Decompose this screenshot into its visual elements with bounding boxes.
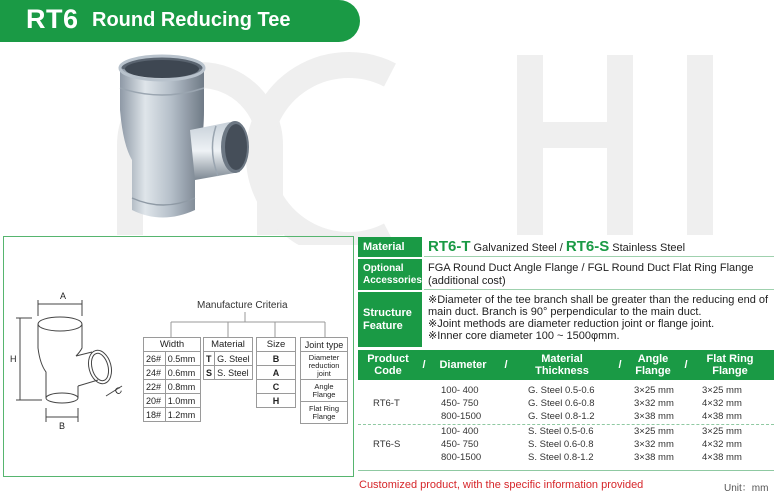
size-code: B	[257, 352, 296, 366]
optional-accessories-label: Optional Accessories	[358, 259, 422, 290]
material-code: T	[204, 352, 215, 366]
product-name-title: Round Reducing Tee	[92, 9, 291, 31]
thickness-cell: G. Steel 0.5-0.6	[528, 385, 595, 396]
angle-flange-cell: 3×25 mm	[634, 385, 674, 396]
width-value: 0.8mm	[165, 380, 200, 394]
joint-option: Angle Flange	[301, 380, 348, 402]
size-code: A	[257, 366, 296, 380]
material-value: S. Steel	[215, 366, 253, 380]
dim-h-label: H	[10, 354, 17, 364]
width-code: 22#	[144, 380, 166, 394]
table-bottom-line	[358, 470, 774, 471]
col-diameter: Diameter	[439, 359, 487, 371]
col-separator: /	[618, 359, 622, 371]
diameter-cell: 450- 750	[441, 439, 479, 450]
material-value: G. Steel	[215, 352, 253, 366]
product-code-cell: RT6-T	[373, 398, 400, 409]
size-code: C	[257, 380, 296, 394]
feature-item: ※Joint methods are diameter reduction joint or flange joint.	[428, 318, 715, 330]
width-code: 18#	[144, 408, 166, 422]
dim-c-label: C	[113, 384, 124, 397]
width-header: Width	[144, 338, 201, 352]
width-value: 0.5mm	[165, 352, 200, 366]
product-table-header	[358, 350, 774, 380]
optional-accessories-row	[358, 259, 774, 290]
size-header: Size	[257, 338, 296, 352]
width-value: 0.6mm	[165, 366, 200, 380]
material-header: Material	[204, 338, 253, 352]
thickness-cell: S. Steel 0.5-0.6	[528, 426, 594, 437]
criteria-width-table	[143, 337, 201, 422]
tee-3d-render	[100, 50, 275, 230]
group-divider	[358, 424, 774, 425]
diameter-cell: 800-1500	[441, 452, 482, 463]
flat-ring-cell: 4×32 mm	[702, 439, 742, 450]
rt6-t-code: RT6-T	[428, 238, 471, 255]
width-value: 1.0mm	[165, 394, 200, 408]
width-code: 20#	[144, 394, 166, 408]
thickness-cell: S. Steel 0.8-1.2	[528, 452, 594, 463]
diameter-cell: 100- 400	[441, 385, 479, 396]
feature-item: ※Diameter of the tee branch shall be greater than the reducing end of main duct. Branch is 90° perpendicular to the main duct.	[428, 294, 769, 318]
col-separator: /	[504, 359, 508, 371]
structure-feature-label: Structure Feature	[358, 292, 422, 347]
thickness-cell: S. Steel 0.6-0.8	[528, 439, 594, 450]
col-product-code: Product Code	[367, 353, 409, 377]
joint-option: Flat Ring Flange	[301, 402, 348, 424]
flat-ring-cell: 4×32 mm	[702, 398, 742, 409]
col-separator: /	[684, 359, 688, 371]
unit-label: Unit：mm	[724, 483, 769, 494]
structure-feature-list	[424, 292, 774, 347]
material-row	[358, 237, 774, 257]
width-code: 26#	[144, 352, 166, 366]
criteria-connector-lines	[140, 312, 350, 338]
flat-ring-cell: 4×38 mm	[702, 411, 742, 422]
flat-ring-cell: 4×38 mm	[702, 452, 742, 463]
thickness-cell: G. Steel 0.6-0.8	[528, 398, 595, 409]
criteria-size-table	[256, 337, 296, 408]
dim-b-label: B	[59, 421, 66, 431]
diameter-cell: 800-1500	[441, 411, 482, 422]
angle-flange-cell: 3×38 mm	[634, 411, 674, 422]
col-flat-ring-flange: Flat Ring Flange	[706, 353, 754, 377]
diameter-cell: 100- 400	[441, 426, 479, 437]
rt6-s-code: RT6-S	[565, 238, 610, 255]
criteria-material-table	[203, 337, 253, 380]
angle-flange-cell: 3×25 mm	[634, 426, 674, 437]
angle-flange-cell: 3×32 mm	[634, 439, 674, 450]
diameter-cell: 450- 750	[441, 398, 479, 409]
flat-ring-cell: 3×25 mm	[702, 426, 742, 437]
customized-notice: Customized product, with the specific information provided	[359, 479, 644, 491]
optional-accessories-text: FGA Round Duct Angle Flange / FGL Round Duct Flat Ring Flange (additional cost)	[424, 259, 774, 290]
size-code: H	[257, 394, 296, 408]
rt6-t-desc: Galvanized Steel /	[470, 242, 566, 254]
angle-flange-cell: 3×38 mm	[634, 452, 674, 463]
structure-feature-row	[358, 292, 774, 347]
col-separator: /	[422, 359, 426, 371]
feature-item: ※Inner core diameter 100 ~ 1500φmm.	[428, 330, 620, 342]
product-code-cell: RT6-S	[373, 439, 401, 450]
manufacture-criteria-title: Manufacture Criteria	[197, 300, 288, 311]
tee-dimension-drawing	[8, 282, 138, 432]
joint-header: Joint type	[301, 338, 348, 352]
angle-flange-cell: 3×32 mm	[634, 398, 674, 409]
criteria-joint-table	[300, 337, 348, 424]
joint-option: Diameter reduction joint	[301, 352, 348, 380]
material-code: S	[204, 366, 215, 380]
width-code: 24#	[144, 366, 166, 380]
thickness-cell: G. Steel 0.8-1.2	[528, 411, 595, 422]
width-value: 1.2mm	[165, 408, 200, 422]
material-label: Material	[358, 237, 422, 257]
rt6-s-desc: Stainless Steel	[609, 242, 686, 254]
col-material-thickness: Material Thickness	[535, 353, 589, 377]
material-value	[424, 237, 774, 257]
col-angle-flange: Angle Flange	[635, 353, 671, 377]
dim-a-label: A	[60, 291, 67, 301]
flat-ring-cell: 3×25 mm	[702, 385, 742, 396]
product-code-title: RT6	[26, 4, 79, 34]
